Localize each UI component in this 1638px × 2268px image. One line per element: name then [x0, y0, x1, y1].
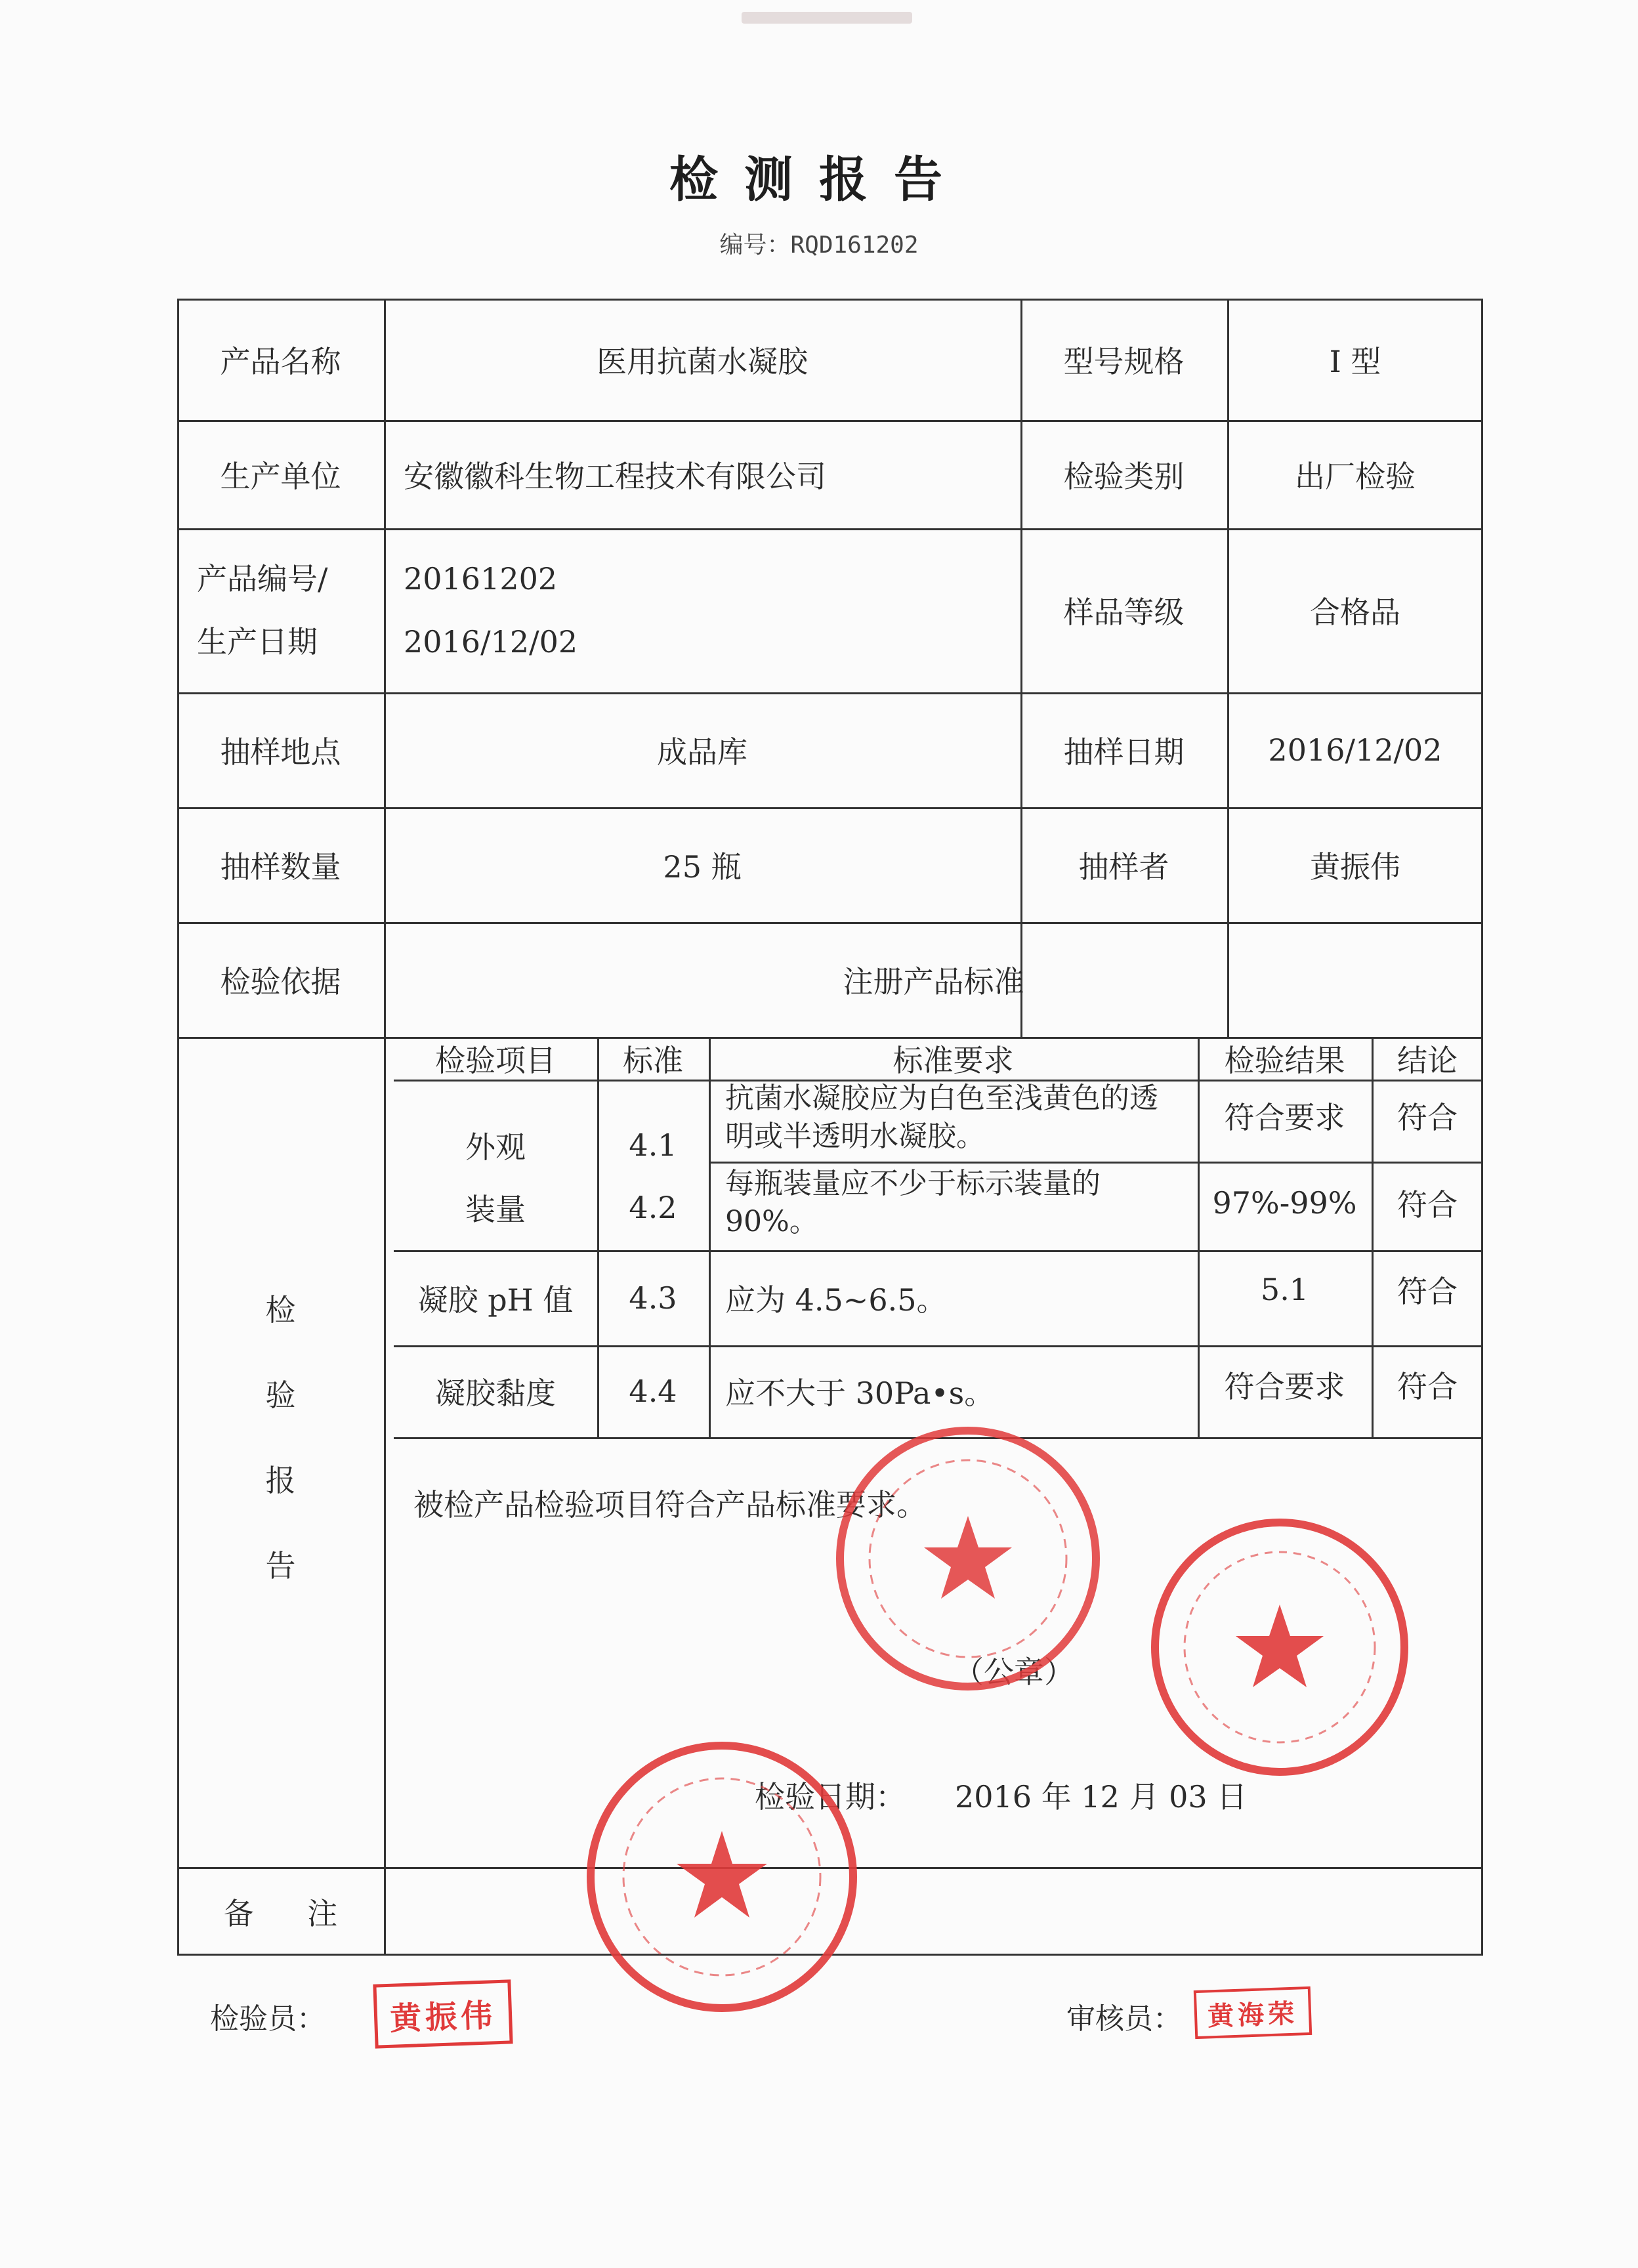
product-no: 20161202	[404, 561, 558, 597]
sample-grade-label: 样品等级	[1063, 595, 1185, 630]
table-row-3-conclusion: 符合	[1397, 1274, 1458, 1309]
product-name-label: 产品名称	[220, 343, 341, 379]
col-header-std: 标准	[623, 1042, 683, 1078]
report-title: 检测报告	[669, 152, 969, 208]
table-row-1-result: 符合要求	[1224, 1100, 1345, 1135]
sampling-qty-value: 25 瓶	[663, 849, 742, 885]
sampler-value: 黄振伟	[1310, 849, 1400, 885]
inspection-date-label: 检验日期：	[755, 1779, 906, 1815]
doc-no-value: RQD161202	[790, 232, 919, 259]
table-row-2-req: 每瓶装量应不少于标示装量的90%。	[725, 1167, 1101, 1238]
side-char-2: 验	[265, 1377, 296, 1413]
sampling-place-value: 成品库	[657, 734, 747, 770]
table-row-4-item: 凝胶黏度	[435, 1376, 556, 1411]
side-char-4: 告	[265, 1548, 296, 1584]
side-char-3: 报	[265, 1463, 296, 1498]
table-row-1-std: 4.1	[629, 1127, 677, 1163]
table-row-3-req: 应为 4.5~6.5。	[725, 1282, 947, 1318]
col-header-item: 检验项目	[435, 1042, 556, 1078]
table-row-1-conclusion: 符合	[1397, 1100, 1458, 1135]
table-row-4-result: 符合要求	[1224, 1369, 1345, 1404]
stamp-star-icon	[924, 1516, 1012, 1599]
reviewer-signature: 黄海荣	[1194, 1986, 1312, 2039]
manufacturer-label: 生产单位	[220, 458, 341, 494]
sampling-place-label: 抽样地点	[220, 734, 341, 770]
sampling-qty-label: 抽样数量	[220, 849, 341, 885]
doc-no-label: 编号：	[719, 232, 791, 259]
col-header-conclusion: 结论	[1397, 1042, 1458, 1078]
model-value: I 型	[1329, 343, 1381, 379]
staple-mark	[742, 12, 912, 24]
remarks-label-2: 注	[307, 1895, 338, 1931]
table-row-4-conclusion: 符合	[1397, 1369, 1458, 1404]
col-header-result: 检验结果	[1224, 1042, 1345, 1078]
table-row-3-item: 凝胶 pH 值	[417, 1282, 574, 1318]
side-char-1: 检	[265, 1292, 296, 1328]
sampling-date-label: 抽样日期	[1063, 734, 1185, 770]
product-no-label-line2: 生产日期	[197, 624, 318, 660]
remarks-value	[404, 1867, 1454, 1956]
col-header-req: 标准要求	[892, 1042, 1014, 1078]
remarks-label-1: 备	[223, 1895, 254, 1931]
table-row-3-std: 4.3	[629, 1280, 677, 1316]
inspector-signature: 黄振伟	[373, 1979, 513, 2048]
inspection-date: 2016 年 12 月 03 日	[955, 1779, 1248, 1815]
conclusion-text: 被检产品检验项目符合产品标准要求。	[413, 1487, 927, 1522]
product-name-value: 医用抗菌水凝胶	[597, 343, 808, 379]
table-row-2-result: 97%-99%	[1212, 1185, 1357, 1221]
table-row-4-req: 应不大于 30Pa•s。	[725, 1376, 995, 1411]
bottom-stamp	[578, 1732, 866, 2021]
basis-label: 检验依据	[220, 963, 341, 999]
table-row-1-item: 外观	[465, 1129, 526, 1165]
inspector-label: 检验员：	[210, 2002, 326, 2036]
table-row-2-item: 装量	[465, 1192, 526, 1227]
stamp-star-icon	[1236, 1605, 1324, 1687]
reviewer-label: 审核员：	[1066, 2002, 1182, 2036]
sample-grade-value: 合格品	[1310, 595, 1400, 630]
manufacturer-value: 安徽徽科生物工程技术有限公司	[404, 458, 826, 494]
sampler-label: 抽样者	[1078, 849, 1169, 885]
product-no-label	[197, 528, 384, 692]
seal-label: （公章）	[954, 1654, 1074, 1690]
remarks-label	[177, 1867, 384, 1956]
product-no-label-line1: 产品编号/	[197, 561, 328, 597]
stamp-star-icon	[677, 1831, 767, 1918]
table-row-2-conclusion: 符合	[1397, 1186, 1458, 1223]
table-row-2-std: 4.2	[629, 1190, 677, 1225]
model-label: 型号规格	[1063, 343, 1185, 379]
table-row-1-req: 抗菌水凝胶应为白色至浅黄色的透明或半透明水凝胶。	[725, 1082, 1158, 1153]
product-no-value	[404, 528, 1020, 692]
table-row-4-std: 4.4	[629, 1374, 677, 1409]
inspection-type-label: 检验类别	[1063, 458, 1185, 494]
basis-value: 注册产品标准	[843, 963, 1024, 999]
right-stamp	[1142, 1509, 1418, 1785]
report-side-label	[177, 1286, 384, 1628]
document-number	[0, 226, 1638, 260]
sampling-date-value: 2016/12/02	[1268, 732, 1442, 768]
table-row-3-result: 5.1	[1260, 1272, 1309, 1307]
center-stamp	[827, 1418, 1109, 1700]
inspection-type-value: 出厂检验	[1295, 458, 1416, 494]
production-date: 2016/12/02	[404, 624, 578, 660]
